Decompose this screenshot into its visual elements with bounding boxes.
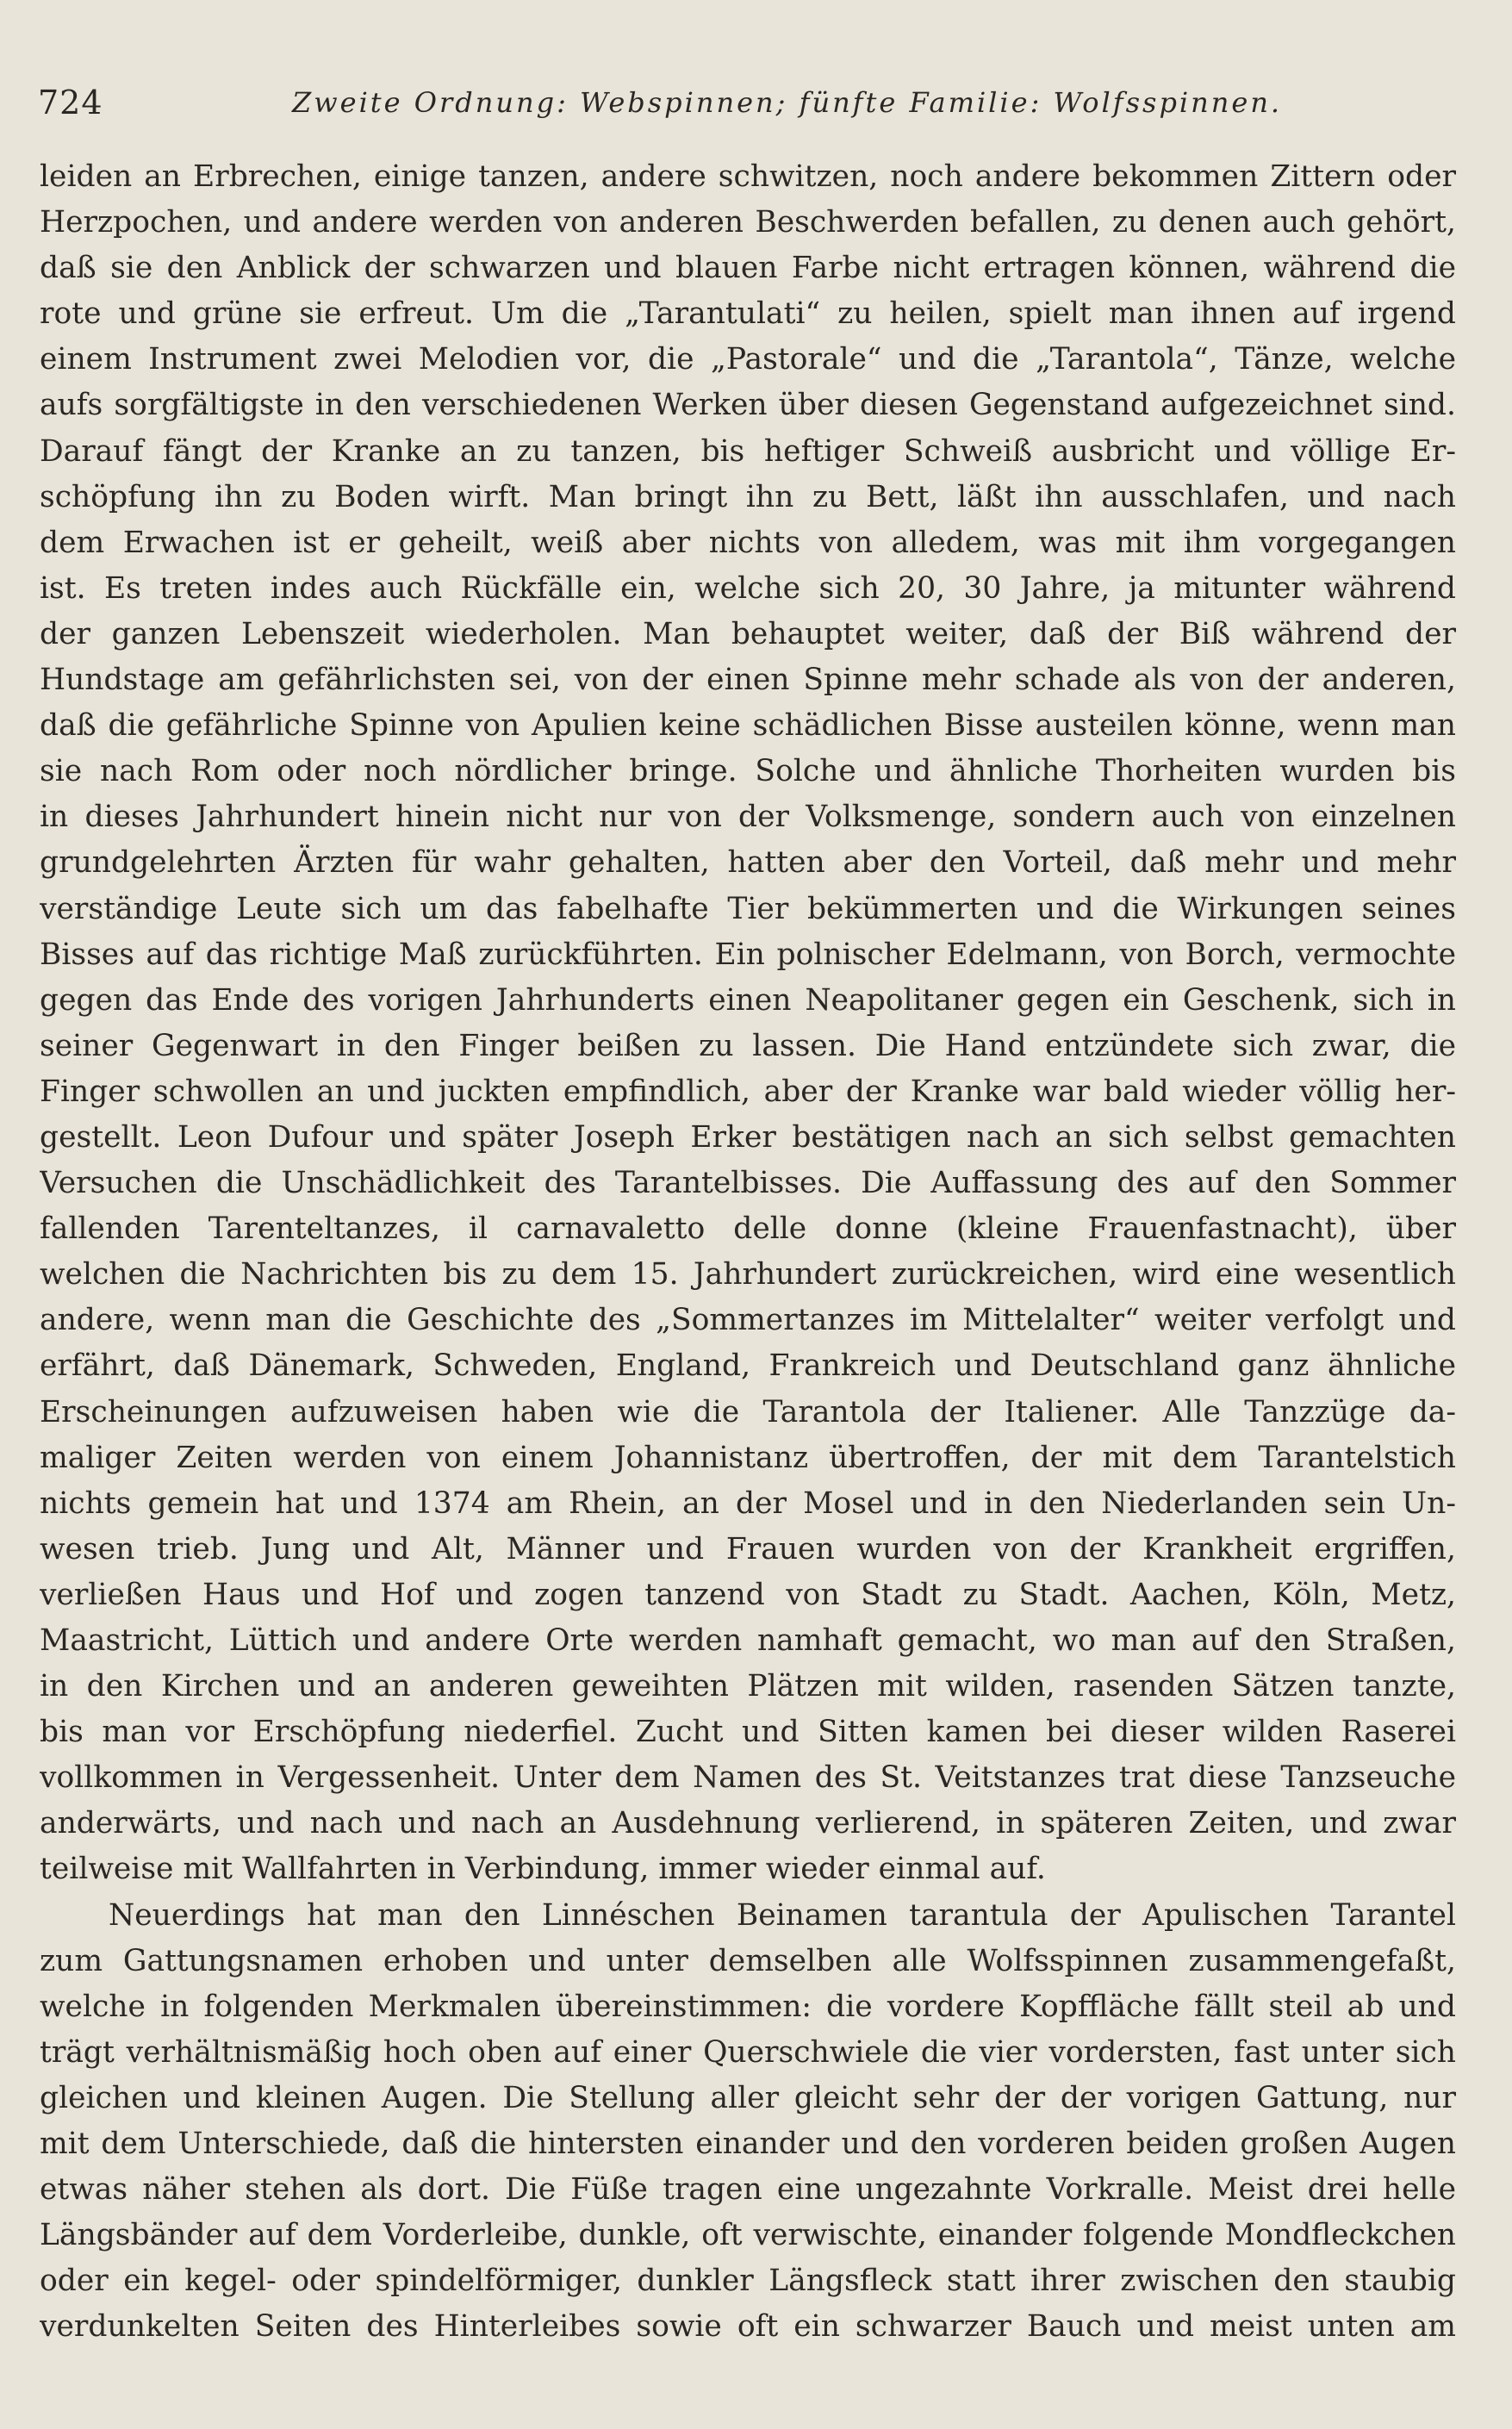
- text-line: Finger schwollen an und juckten empfindlich, aber der Kranke war bald wieder völlig her-: [40, 1074, 1456, 1109]
- text-line: Neuerdings hat man den Linnéschen Beinamen tarantula der Apulischen Tarantel: [109, 1897, 1456, 1933]
- text-line: Hundstage am gefährlichsten sei, von der einen Spinne mehr schade als von der anderen,: [40, 663, 1456, 698]
- text-line: gleichen und kleinen Augen. Die Stellung aller gleicht sehr der der vorigen Gattung, nur: [40, 2080, 1456, 2115]
- text-line: welchen die Nachrichten bis zu dem 15. Jahrhundert zurückreichen, wird eine wesentlich: [40, 1257, 1456, 1292]
- text-line: verständige Leute sich um das fabelhafte Tier bekümmerten und die Wirkungen seines: [40, 891, 1456, 926]
- text-line: schöpfung ihn zu Boden wirft. Man bringt ihn zu Bett, läßt ihn ausschlafen, und nach: [40, 479, 1456, 514]
- paragraph: [40, 154, 1456, 1893]
- text-line: nichts gemein hat und 1374 am Rhein, an der Mosel und in den Niederlanden sein Un-: [40, 1485, 1456, 1521]
- text-line: trägt verhältnismäßig hoch oben auf einer Querschwiele die vier vordersten, fast unter sich: [40, 2034, 1456, 2070]
- text-line: zum Gattungsnamen erhoben und unter demselben alle Wolfsspinnen zusammengefaßt,: [40, 1943, 1456, 1978]
- text-line: bis man vor Erschöpfung niederfiel. Zucht und Sitten kamen bei dieser wilden Raserei: [40, 1715, 1456, 1750]
- text-line: verließen Haus und Hof und zogen tanzend von Stadt zu Stadt. Aachen, Köln, Metz,: [40, 1577, 1456, 1612]
- text-line: leiden an Erbrechen, einige tanzen, andere schwitzen, noch andere bekommen Zittern oder: [40, 159, 1456, 194]
- text-line: anderwärts, und nach und nach an Ausdehnung verlierend, in späteren Zeiten, und zwar: [40, 1806, 1456, 1841]
- text-line: erfährt, daß Dänemark, Schweden, England, Frankreich und Deutschland ganz ähnliche: [40, 1348, 1456, 1384]
- running-head: Zweite Ordnung: Webspinnen; fünfte Familie: Wolfsspinnen.: [292, 86, 1283, 119]
- text-line: Längsbänder auf dem Vorderleibe, dunkle, oft verwischte, einander folgende Mondfleckchen: [40, 2218, 1456, 2253]
- body-text: [40, 154, 1456, 2351]
- text-line: gegen das Ende des vorigen Jahrhunderts einen Neapolitaner gegen ein Geschenk, sich in: [40, 982, 1456, 1018]
- text-line: teilweise mit Wallfahrten in Verbindung, immer wieder einmal auf.: [40, 1852, 1046, 1887]
- text-line: vollkommen in Vergessenheit. Unter dem Namen des St. Veitstanzes trat diese Tanzseuche: [40, 1760, 1456, 1796]
- text-line: in dieses Jahrhundert hinein nicht nur von der Volksmenge, sondern auch von einzelnen: [40, 800, 1456, 835]
- text-line: dem Erwachen ist er geheilt, weiß aber nichts von alledem, was mit ihm vorgegangen: [40, 525, 1456, 560]
- text-line: fallenden Tarenteltanzes, il carnavaletto delle donne (kleine Frauenfastnacht), über: [40, 1211, 1456, 1247]
- text-line: gestellt. Leon Dufour und später Joseph Erker bestätigen nach an sich selbst gemachten: [40, 1119, 1456, 1155]
- text-line: andere, wenn man die Geschichte des „Sommertanzes im Mittelalter“ weiter verfolgt und: [40, 1303, 1456, 1338]
- text-line: verdunkelten Seiten des Hinterleibes sowie oft ein schwarzer Bauch und meist unten am: [40, 2309, 1456, 2345]
- text-line: Erscheinungen aufzuweisen haben wie die Tarantola der Italiener. Alle Tanzzüge da-: [40, 1394, 1456, 1429]
- text-line: oder ein kegel- oder spindelförmiger, dunkler Längsfleck statt ihrer zwischen den staubig: [40, 2264, 1456, 2299]
- text-line: welche in folgenden Merkmalen übereinstimmen: die vordere Kopffläche fällt steil ab und: [40, 1989, 1456, 2024]
- text-line: sie nach Rom oder noch nördlicher bringe. Solche und ähnliche Thorheiten wurden bis: [40, 754, 1456, 789]
- text-line: maliger Zeiten werden von einem Johannistanz übertroffen, der mit dem Tarantelstich: [40, 1440, 1456, 1475]
- text-line: ist. Es treten indes auch Rückfälle ein, welche sich 20, 30 Jahre, ja mitunter während: [40, 570, 1456, 606]
- text-line: Darauf fängt der Kranke an zu tanzen, bis heftiger Schweiß ausbricht und völlige Er-: [40, 433, 1456, 469]
- text-line: in den Kirchen und an anderen geweihten Plätzen mit wilden, rasenden Sätzen tanzte,: [40, 1669, 1456, 1704]
- text-line: Bisses auf das richtige Maß zurückführten. Ein polnischer Edelmann, von Borch, vermochte: [40, 937, 1456, 972]
- text-line: Herzpochen, und andere werden von anderen Beschwerden befallen, zu denen auch gehört,: [40, 205, 1456, 240]
- text-line: grundgelehrten Ärzten für wahr gehalten, hatten aber den Vorteil, daß mehr und mehr: [40, 845, 1456, 881]
- page-header: [38, 81, 1468, 124]
- text-line: aufs sorgfältigste in den verschiedenen Werken über diesen Gegenstand aufgezeichnet sind.: [40, 388, 1456, 423]
- text-line: wesen trieb. Jung und Alt, Männer und Frauen wurden von der Krankheit ergriffen,: [40, 1531, 1456, 1566]
- text-line: rote und grüne sie erfreut. Um die „Tarantulati“ zu heilen, spielt man ihnen auf irgend: [40, 296, 1456, 332]
- text-line: Versuchen die Unschädlichkeit des Tarantelbisses. Die Auffassung des auf den Sommer: [40, 1166, 1456, 1201]
- text-line: daß sie den Anblick der schwarzen und blauen Farbe nicht ertragen können, während die: [40, 251, 1456, 286]
- text-line: etwas näher stehen als dort. Die Füße tragen eine ungezahnte Vorkralle. Meist drei helle: [40, 2172, 1456, 2208]
- text-line: mit dem Unterschiede, daß die hintersten einander und den vorderen beiden großen Augen: [40, 2127, 1456, 2162]
- text-line: daß die gefährliche Spinne von Apulien keine schädlichen Bisse austeilen könne, wenn man: [40, 708, 1456, 744]
- page-number: 724: [38, 84, 103, 121]
- text-line: seiner Gegenwart in den Finger beißen zu lassen. Die Hand entzündete sich zwar, die: [40, 1028, 1456, 1063]
- text-line: Maastricht, Lüttich und andere Orte werden namhaft gemacht, wo man auf den Straßen,: [40, 1623, 1456, 1658]
- paragraph: [40, 1893, 1456, 2351]
- text-line: einem Instrument zwei Melodien vor, die „Pastorale“ und die „Tarantola“, Tänze, welche: [40, 342, 1456, 377]
- text-line: der ganzen Lebenszeit wiederholen. Man behauptet weiter, daß der Biß während der: [40, 616, 1456, 651]
